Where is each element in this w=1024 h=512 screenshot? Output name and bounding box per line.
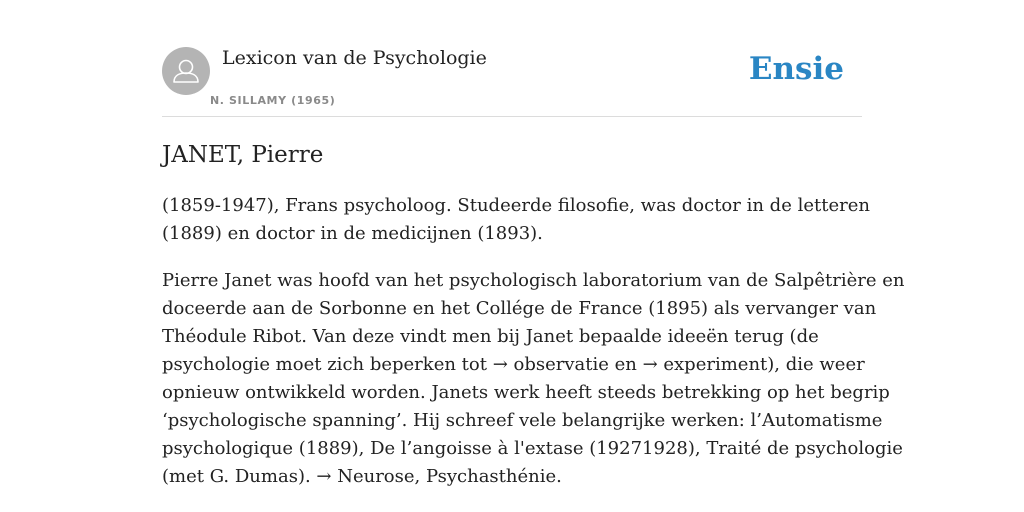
paragraph-career xyxy=(162,267,905,491)
paragraph-biography xyxy=(162,192,870,248)
user-icon xyxy=(162,47,210,95)
paragraph-line: (1859-1947), Frans psycholoog. Studeerde filosofie, was doctor in de letteren xyxy=(162,195,870,216)
paragraph-line: psychologie moet zich beperken tot → observatie en → experiment), die weer xyxy=(162,354,865,375)
paragraph-line: ‘psychologische spanning’. Hij schreef vele belangrijke werken: l’Automatisme xyxy=(162,410,883,431)
source-author[interactable]: N. SILLAMY (1965) xyxy=(210,94,336,107)
entry-content xyxy=(162,192,905,491)
source-title[interactable]: Lexicon van de Psychologie xyxy=(222,47,487,69)
source-header xyxy=(162,0,862,117)
paragraph-line: Pierre Janet was hoofd van het psychologisch laboratorium van de Salpêtrière en xyxy=(162,270,905,291)
paragraph-spacer xyxy=(162,248,862,267)
paragraph-line: Théodule Ribot. Van deze vindt men bij Janet bepaalde ideeën terug (de xyxy=(162,326,819,347)
avatar[interactable] xyxy=(162,47,210,95)
paragraph-line: opnieuw ontwikkeld worden. Janets werk heeft steeds betrekking op het begrip xyxy=(162,382,890,403)
paragraph-line: (met G. Dumas). → Neurose, Psychasthénie. xyxy=(162,466,562,487)
paragraph-line: psychologique (1889), De l’angoisse à l'extase (19271928), Traité de psychologie xyxy=(162,438,903,459)
paragraph-line: (1889) en doctor in de medicijnen (1893). xyxy=(162,223,543,244)
entry-title: JANET, Pierre xyxy=(162,142,324,168)
paragraph-line: doceerde aan de Sorbonne en het Collége de France (1895) als vervanger van xyxy=(162,298,877,319)
brand-logo[interactable]: Ensie xyxy=(748,51,844,87)
